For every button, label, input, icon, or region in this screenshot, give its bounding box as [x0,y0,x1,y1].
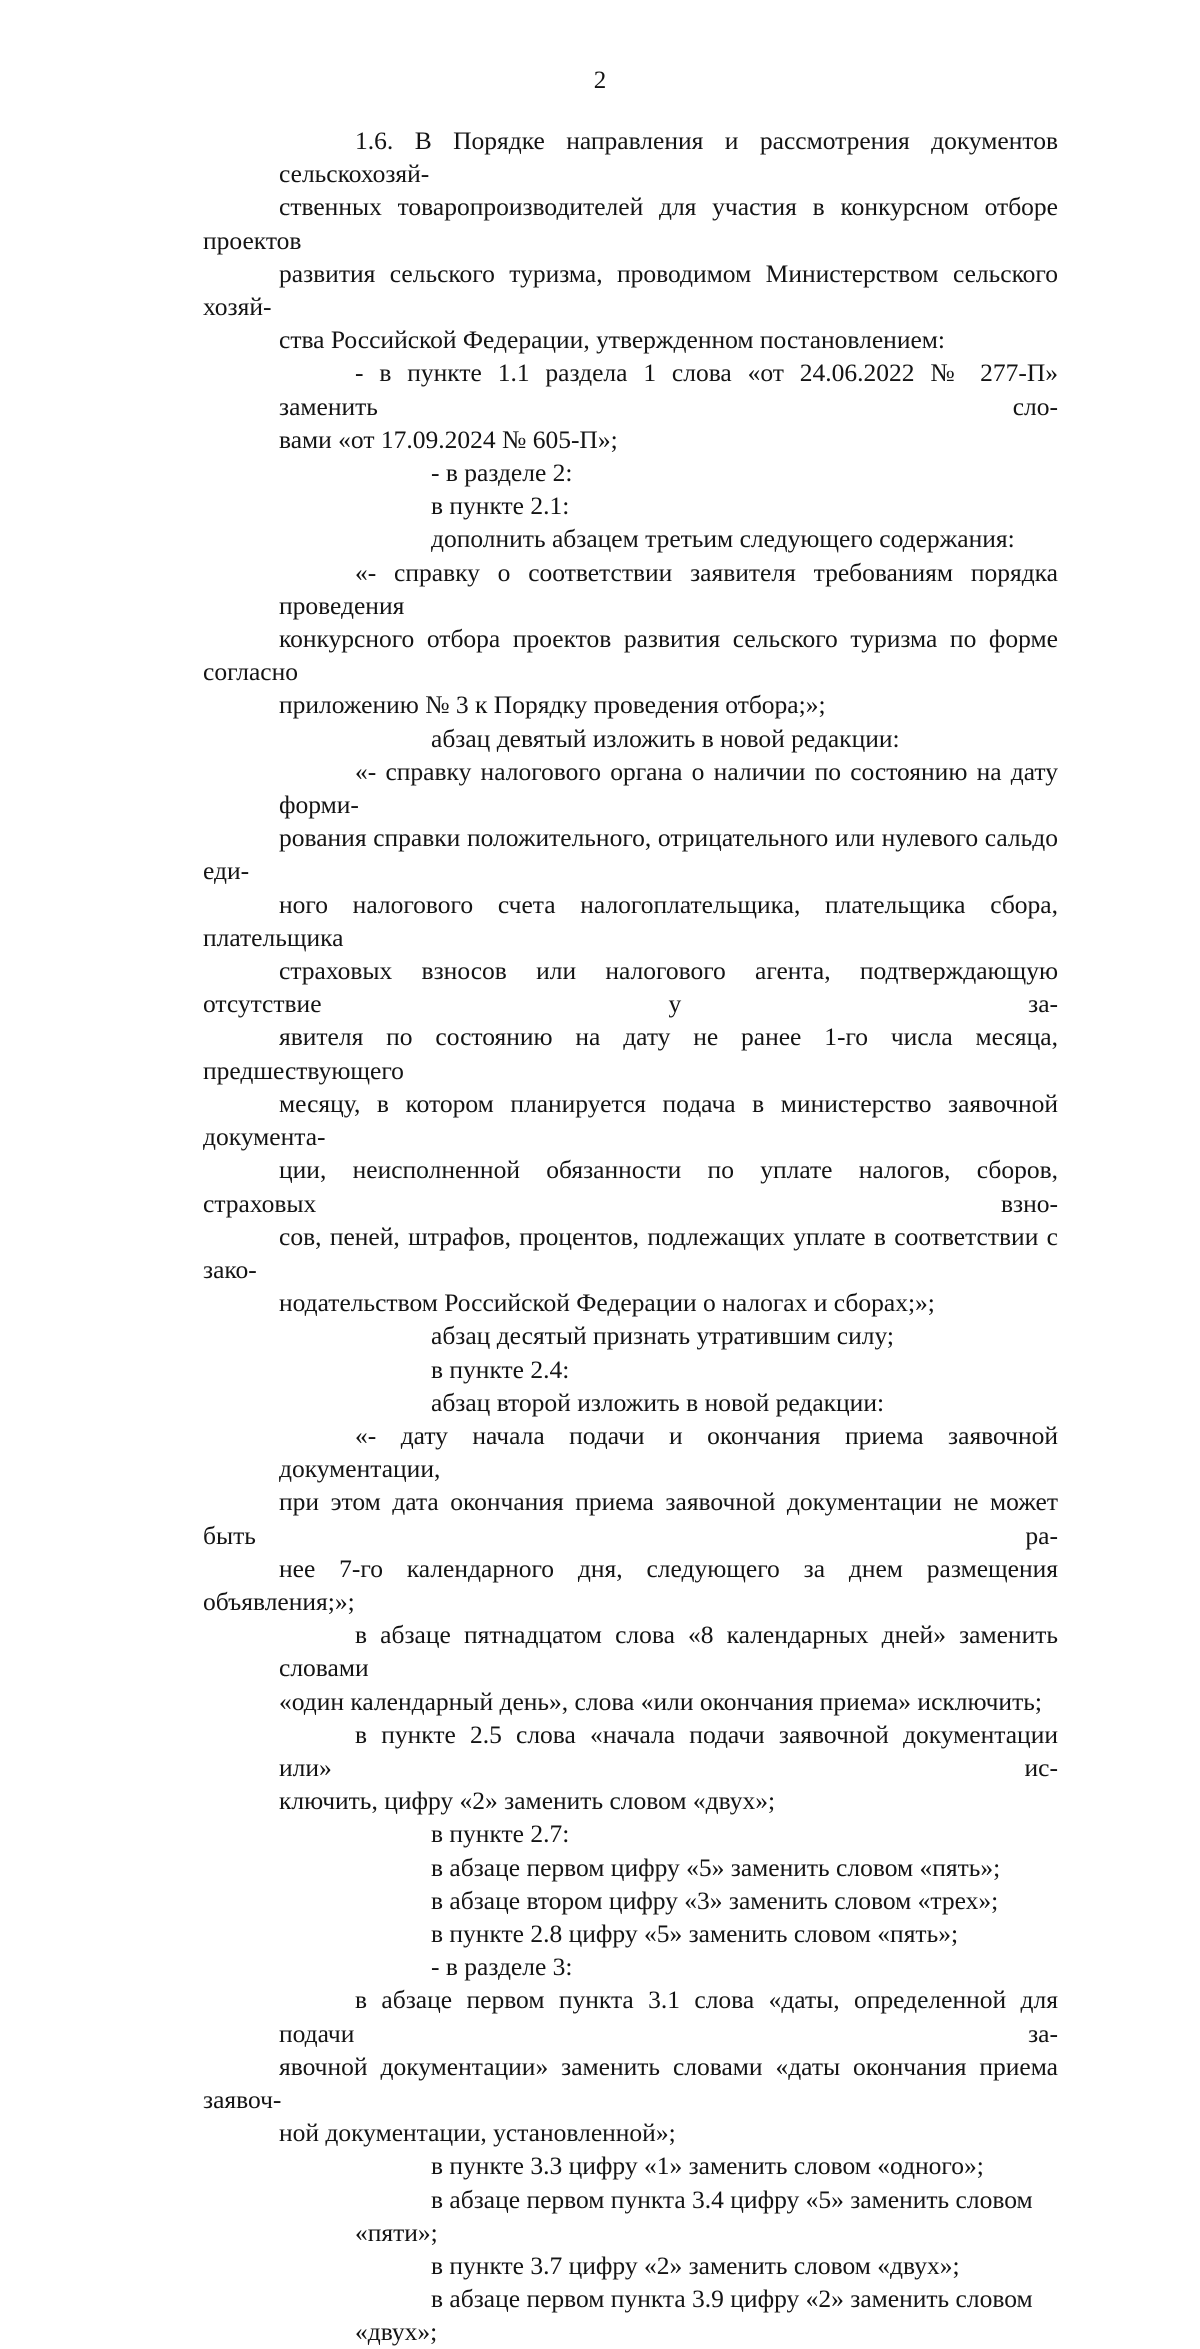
text-line: в абзаце первом пункта 3.9 цифру «2» заменить словом «двух»; [355,2284,1033,2347]
text-line: ной документации, установленной»; [279,2118,676,2148]
text-line: в пункте 2.1: [431,491,570,521]
text-line: - в разделе 3: [431,1952,573,1982]
text-line: абзац второй изложить в новой редакции: [431,1387,885,1417]
paragraph [203,1884,1058,1917]
paragraph [203,556,1058,722]
text-line: вами «от 17.09.2024 № 605-П»; [279,424,618,454]
paragraph [203,356,1058,456]
paragraph [203,1319,1058,1352]
paragraph [203,1950,1058,1983]
paragraph [203,489,1058,522]
paragraph [203,124,1058,356]
text-line: в пункте 2.5 слова «начала подачи заявочной документации или» ис- [279,1719,1058,1782]
paragraph [203,2183,1058,2249]
text-line: «- дату начала подачи и окончания приема заявочной документации, [279,1420,1058,1484]
paragraph [203,755,1058,1319]
text-line: в абзаце пятнадцатом слова «8 календарных дней» заменить словами [279,1620,1058,1683]
text-line: в абзаце втором цифру «3» заменить словом «трех»; [431,1885,999,1915]
text-line: приложению № 3 к Порядку проведения отбора;»; [279,690,826,720]
text-line: нодательством Российской Федерации о налогах и сборах;»; [279,1288,935,1318]
paragraph [203,1618,1058,1718]
text-line: конкурсного отбора проектов развития сельского туризма по форме согласно [203,624,1058,687]
text-line: в абзаце первом пункта 3.4 цифру «5» заменить словом «пяти»; [355,2184,1033,2247]
paragraph [203,1917,1058,1950]
text-line: в абзаце первом пункта 3.1 слова «даты, определенной для подачи за- [279,1985,1058,2048]
text-line: в абзаце первом цифру «5» заменить словом «пять»; [431,1852,1001,1882]
paragraph [203,522,1058,555]
paragraph [203,1419,1058,1618]
text-line: 1.6. В Порядке направления и рассмотрения документов сельскохозяй- [279,126,1058,189]
document-body [203,124,1058,2349]
text-line: ства Российской Федерации, утвержденном постановлением: [279,325,946,355]
text-line: в пункте 2.7: [431,1819,570,1849]
paragraph [203,1983,1058,2149]
paragraph [203,1817,1058,1850]
text-line: рования справки положительного, отрицательного или нулевого сальдо еди- [203,823,1058,886]
paragraph [203,2249,1058,2282]
text-line: в пункте 3.7 цифру «2» заменить словом «двух»; [431,2251,960,2280]
text-line: при этом дата окончания приема заявочной документации не может быть ра- [203,1487,1058,1550]
text-line: дополнить абзацем третьим следующего содержания: [431,524,1015,554]
text-line: месяцу, в котором планируется подача в министерство заявочной документа- [203,1088,1058,1152]
text-line: ственных товаропроизводителей для участия в конкурсном отборе проектов [203,192,1058,255]
page-number: 2 [593,67,607,94]
paragraph [203,1353,1058,1386]
text-line: в пункте 2.4: [431,1354,570,1384]
text-line: «- справку о соответствии заявителя требованиям порядка проведения [279,557,1058,620]
paragraph [203,1718,1058,1818]
text-line: абзац девятый изложить в новой редакции: [431,723,900,753]
text-line: явителя по состоянию на дату не ранее 1-го числа месяца, предшествующего [203,1022,1058,1085]
paragraph [203,722,1058,755]
paragraph [203,2149,1058,2182]
text-line: абзац десятый признать утратившим силу; [431,1321,894,1351]
text-line: страховых взносов или налогового агента, подтверждающую отсутствие у за- [203,956,1058,1019]
text-line: ключить, цифру «2» заменить словом «двух»; [279,1786,776,1816]
text-line: сов, пеней, штрафов, процентов, подлежащих уплате в соответствии с зако- [203,1221,1058,1284]
text-line: явочной документации» заменить словами «даты окончания приема заявоч- [203,2051,1058,2114]
text-line: развития сельского туризма, проводимом Министерством сельского хозяй- [203,258,1058,322]
paragraph [203,1851,1058,1884]
text-line: «- справку налогового органа о наличии по состоянию на дату форми- [279,756,1058,820]
paragraph [203,1386,1058,1419]
text-line: - в разделе 2: [431,458,573,488]
paragraph [203,2282,1058,2348]
text-line: в пункте 3.3 цифру «1» заменить словом «одного»; [431,2151,984,2181]
text-line: в пункте 2.8 цифру «5» заменить словом «пять»; [431,1918,959,1948]
text-line: - в пункте 1.1 раздела 1 слова «от 24.06.2022 № 277-П» заменить сло- [279,358,1058,421]
text-line: ного налогового счета налогоплательщика, плательщика сбора, плательщика [203,889,1058,952]
text-line: нее 7-го календарного дня, следующего за днем размещения объявления;»; [203,1553,1058,1616]
text-line: «один календарный день», слова «или окончания приема» исключить; [279,1686,1042,1716]
paragraph [203,456,1058,489]
text-line: ции, неисполненной обязанности по уплате налогов, сборов, страховых взно- [203,1155,1058,1218]
